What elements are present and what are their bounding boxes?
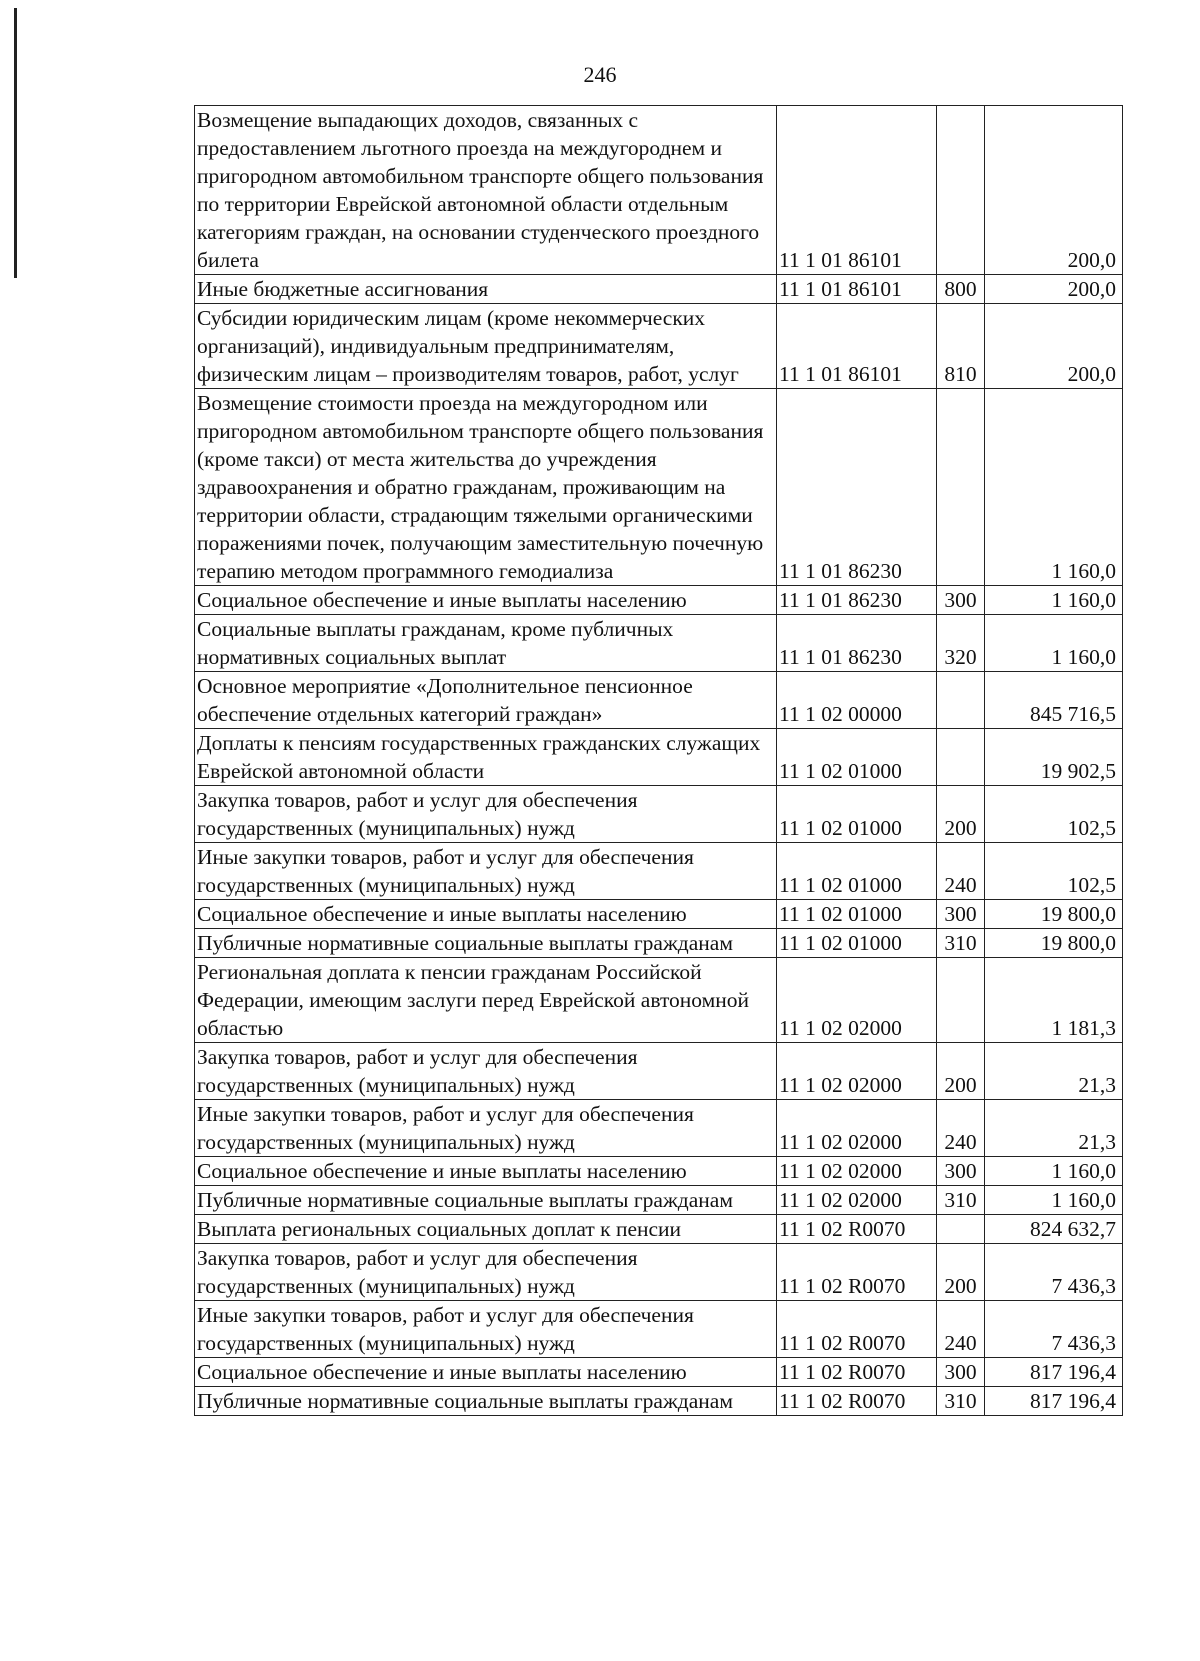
row-kvr-cell: 240 [937,1301,985,1358]
table-row [195,900,1123,929]
row-kvr-cell: 310 [937,929,985,958]
row-code-cell: 11 1 02 00000 [777,672,937,729]
row-sum-cell: 845 716,5 [985,672,1123,729]
row-kvr-cell: 200 [937,1244,985,1301]
row-kvr-cell [937,672,985,729]
table-row [195,1100,1123,1157]
row-sum-cell: 1 160,0 [985,615,1123,672]
page-number: 246 [583,62,617,87]
row-name-cell: Социальное обеспечение и иные выплаты населению [195,900,777,929]
row-code-cell: 11 1 02 02000 [777,958,937,1043]
table-row [195,929,1123,958]
row-kvr-cell: 810 [937,304,985,389]
table-row [195,1244,1123,1301]
row-name-cell: Субсидии юридическим лицам (кроме некоммерческих организаций), индивидуальным предпринимателям, физическим лицам – производителям товаров, работ, услуг [195,304,777,389]
row-name-cell: Иные закупки товаров, работ и услуг для обеспечения государственных (муниципальных) нужд [195,1301,777,1358]
table-row [195,672,1123,729]
row-name-cell: Публичные нормативные социальные выплаты гражданам [195,1387,777,1416]
row-sum-cell: 102,5 [985,786,1123,843]
table-row [195,843,1123,900]
row-kvr-cell: 300 [937,586,985,615]
row-name-cell: Социальное обеспечение и иные выплаты населению [195,586,777,615]
row-name-cell: Закупка товаров, работ и услуг для обеспечения государственных (муниципальных) нужд [195,1244,777,1301]
row-sum-cell: 102,5 [985,843,1123,900]
row-kvr-cell: 310 [937,1186,985,1215]
row-sum-cell: 200,0 [985,275,1123,304]
row-code-cell: 11 1 02 01000 [777,843,937,900]
row-code-cell: 11 1 01 86101 [777,304,937,389]
row-code-cell: 11 1 01 86230 [777,586,937,615]
row-name-cell: Иные закупки товаров, работ и услуг для обеспечения государственных (муниципальных) нужд [195,843,777,900]
row-sum-cell: 824 632,7 [985,1215,1123,1244]
row-sum-cell: 21,3 [985,1100,1123,1157]
table-row [195,1186,1123,1215]
row-sum-cell: 19 902,5 [985,729,1123,786]
row-sum-cell: 1 160,0 [985,389,1123,586]
row-kvr-cell: 300 [937,1157,985,1186]
table-row [195,1358,1123,1387]
row-code-cell: 11 1 02 02000 [777,1043,937,1100]
row-code-cell: 11 1 02 01000 [777,929,937,958]
row-sum-cell: 200,0 [985,304,1123,389]
row-kvr-cell: 300 [937,1358,985,1387]
row-code-cell: 11 1 01 86230 [777,389,937,586]
row-code-cell: 11 1 02 R0070 [777,1215,937,1244]
row-name-cell: Возмещение выпадающих доходов, связанных с предоставлением льготного проезда на междугороднем и пригородном автомобильном транспорте общего пользования по территории Еврейской автономной области отдельным категориям граждан, на основании студенческого проездного билета [195,106,777,275]
row-code-cell: 11 1 01 86230 [777,615,937,672]
table-row [195,615,1123,672]
table-body [195,106,1123,1416]
row-name-cell: Доплаты к пенсиям государственных гражданских служащих Еврейской автономной области [195,729,777,786]
row-kvr-cell: 200 [937,786,985,843]
row-kvr-cell: 200 [937,1043,985,1100]
row-sum-cell: 21,3 [985,1043,1123,1100]
row-kvr-cell [937,106,985,275]
table-row [195,275,1123,304]
scan-margin-line [14,8,17,278]
row-name-cell: Социальное обеспечение и иные выплаты населению [195,1358,777,1387]
row-kvr-cell: 800 [937,275,985,304]
row-name-cell: Иные бюджетные ассигнования [195,275,777,304]
row-sum-cell: 7 436,3 [985,1244,1123,1301]
row-sum-cell: 19 800,0 [985,900,1123,929]
row-name-cell: Иные закупки товаров, работ и услуг для обеспечения государственных (муниципальных) нужд [195,1100,777,1157]
row-sum-cell: 7 436,3 [985,1301,1123,1358]
row-kvr-cell: 240 [937,1100,985,1157]
row-sum-cell: 19 800,0 [985,929,1123,958]
table-row [195,1043,1123,1100]
table-row [195,389,1123,586]
row-code-cell: 11 1 02 02000 [777,1157,937,1186]
row-code-cell: 11 1 02 02000 [777,1186,937,1215]
row-name-cell: Региональная доплата к пенсии гражданам Российской Федерации, имеющим заслуги перед Еврейской автономной областью [195,958,777,1043]
row-kvr-cell [937,1215,985,1244]
row-code-cell: 11 1 02 01000 [777,900,937,929]
row-kvr-cell [937,389,985,586]
row-kvr-cell [937,729,985,786]
row-kvr-cell: 310 [937,1387,985,1416]
row-name-cell: Закупка товаров, работ и услуг для обеспечения государственных (муниципальных) нужд [195,786,777,843]
row-code-cell: 11 1 02 R0070 [777,1244,937,1301]
table-row [195,729,1123,786]
row-code-cell: 11 1 02 R0070 [777,1387,937,1416]
table-row [195,106,1123,275]
row-sum-cell: 1 160,0 [985,586,1123,615]
row-name-cell: Возмещение стоимости проезда на междугородном или пригородном автомобильном транспорте общего пользования (кроме такси) от места жительства до учреждения здравоохранения и обратно гражданам, проживающим на территории области, страдающим тяжелыми органическими поражениями почек, получающим заместительную почечную терапию методом программного гемодиализа [195,389,777,586]
row-code-cell: 11 1 02 R0070 [777,1358,937,1387]
table-row [195,304,1123,389]
table-row [195,1301,1123,1358]
table-row [195,1387,1123,1416]
table-row [195,586,1123,615]
budget-table [194,105,1123,1416]
row-name-cell: Выплата региональных социальных доплат к пенсии [195,1215,777,1244]
row-sum-cell: 817 196,4 [985,1387,1123,1416]
row-kvr-cell [937,958,985,1043]
row-code-cell: 11 1 01 86101 [777,275,937,304]
row-name-cell: Основное мероприятие «Дополнительное пенсионное обеспечение отдельных категорий граждан» [195,672,777,729]
row-code-cell: 11 1 01 86101 [777,106,937,275]
table-row [195,786,1123,843]
row-sum-cell: 1 160,0 [985,1186,1123,1215]
table-row [195,1157,1123,1186]
row-sum-cell: 817 196,4 [985,1358,1123,1387]
row-code-cell: 11 1 02 R0070 [777,1301,937,1358]
row-kvr-cell: 240 [937,843,985,900]
table-row [195,1215,1123,1244]
row-name-cell: Закупка товаров, работ и услуг для обеспечения государственных (муниципальных) нужд [195,1043,777,1100]
row-code-cell: 11 1 02 02000 [777,1100,937,1157]
table-row [195,958,1123,1043]
row-kvr-cell: 320 [937,615,985,672]
row-sum-cell: 1 181,3 [985,958,1123,1043]
row-name-cell: Социальные выплаты гражданам, кроме публичных нормативных социальных выплат [195,615,777,672]
row-kvr-cell: 300 [937,900,985,929]
row-code-cell: 11 1 02 01000 [777,729,937,786]
row-sum-cell: 1 160,0 [985,1157,1123,1186]
row-name-cell: Публичные нормативные социальные выплаты гражданам [195,929,777,958]
row-sum-cell: 200,0 [985,106,1123,275]
row-name-cell: Публичные нормативные социальные выплаты гражданам [195,1186,777,1215]
row-code-cell: 11 1 02 01000 [777,786,937,843]
row-name-cell: Социальное обеспечение и иные выплаты населению [195,1157,777,1186]
